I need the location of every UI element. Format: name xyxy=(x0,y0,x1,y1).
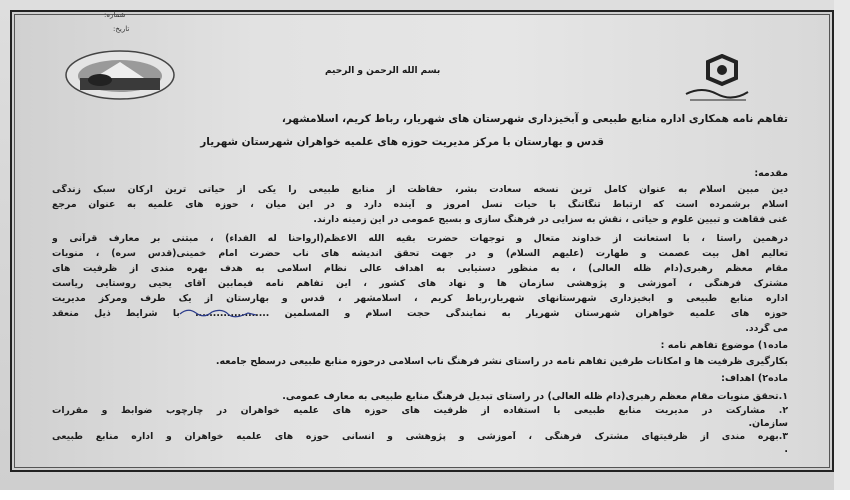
goal-item: ۳.بهره مندی از ظرفیتهای مشترک فرهنگی ، آموزشی و پژوهشی و انسانی حوزه های علمیه خواهران و اداره منابع طبیعی xyxy=(52,431,788,442)
natural-resources-seal-logo xyxy=(64,50,176,100)
article-1-heading: ماده۱) موضوع تفاهم نامه : xyxy=(660,340,788,351)
paragraph-line: تعالیم اهل بیت عصمت و طهارت (علیهم السلام) و در جهت تحقق اندیشه های ناب حضرت امام خمینی(قدس سره) ، منویات xyxy=(52,248,788,259)
number-label: شماره: xyxy=(104,11,126,19)
paragraph-line: اداره منابع طبیعی و ابخیزداری شهرستانهای شهریار،رباط کریم ، اسلامشهر ، قدس و بهارستان از یک طرف ومرکز مدیریت xyxy=(52,293,788,304)
document-title-line-2: قدس و بهارستان با مرکز مدیریت حوزه های علمیه خواهران شهرستان شهریار xyxy=(200,136,604,148)
intro-heading: مقدمه: xyxy=(754,168,788,179)
paragraph-line: حوزه های علمیه خواهران شهرستان شهریار به نمایندگی حجت اسلام و المسلمین ..................... با شرایط ذیل منعقد xyxy=(52,308,788,319)
hawzah-center-logo xyxy=(682,54,752,104)
page-edge xyxy=(834,0,850,490)
document-title-line-1: تفاهم نامه همکاری اداره منابع طبیعی و آبخیزداری شهرستان های شهریار، رباط کریم، اسلامشهر، xyxy=(281,113,788,125)
goal-item: ۱.تحقق منویات مقام معظم رهبری(دام ظله العالی) در راستای تبدیل فرهنگ منابع طبیعی به معارف عمومی. xyxy=(282,391,788,402)
bismillah: بسم الله الرحمن و الرحیم xyxy=(325,66,441,76)
date-label: تاریخ: xyxy=(113,25,130,33)
paragraph-line: مقام معظم رهبری(دام ظله العالی) ، به منظور دستیابی به اهداف عالی نظام اسلامی به هدف بهره مندی از ظرفیت های xyxy=(52,263,788,274)
goal-item: ۲. مشارکت در مدیریت منابع طبیعی با استفاده از ظرفیت های حوزه های علمیه خواهران در چارچوب ضوابط و مقررات xyxy=(52,405,788,416)
handwritten-name-signature xyxy=(178,305,258,319)
intro-line: دین مبین اسلام به عنوان کامل ترین نسخه سعادت بشر، حفاظت از منابع طبیعی را یکی از حیاتی ترین ارکان سبک زندگی xyxy=(52,184,788,195)
goal-item-continuation: . xyxy=(784,444,788,455)
article-1-text: بکارگیری ظرفیت ها و امکانات طرفین تفاهم نامه در راستای نشر فرهنگ ناب اسلامی درحوزه منابع طبیعی درسطح جامعه. xyxy=(215,356,788,367)
paragraph-line: درهمین راستا ، با استعانت از خداوند متعال و توجهات حضرت بقیه الله الاعظم(ارواحنا له الفداء) ، مبتنی بر معارف قرآنی و xyxy=(52,233,788,244)
intro-line: اسلام برشمرده است که ارتباط تنگاتنگ با حیات نسل امروز و آینده دارد و در این میان ، حوزه های علمیه به عنوان مرجع xyxy=(52,199,788,210)
paragraph-line: مشترک فرهنگی ، آموزشی و پژوهشی سازمان ها و نهاد های کشور ، این تفاهم نامه فیمابین آقای یحیی روستایی ریاست xyxy=(52,278,788,289)
goal-item: سازمان. xyxy=(748,418,788,429)
article-2-heading: ماده۲) اهداف: xyxy=(721,373,788,384)
paragraph-line: می گردد. xyxy=(745,323,788,334)
intro-line: غنی فقاهت و تبیین علوم و حیاتی ، نقش به سزایی در فرهنگ سازی و بسیج عمومی در این زمینه دارند. xyxy=(313,214,788,225)
